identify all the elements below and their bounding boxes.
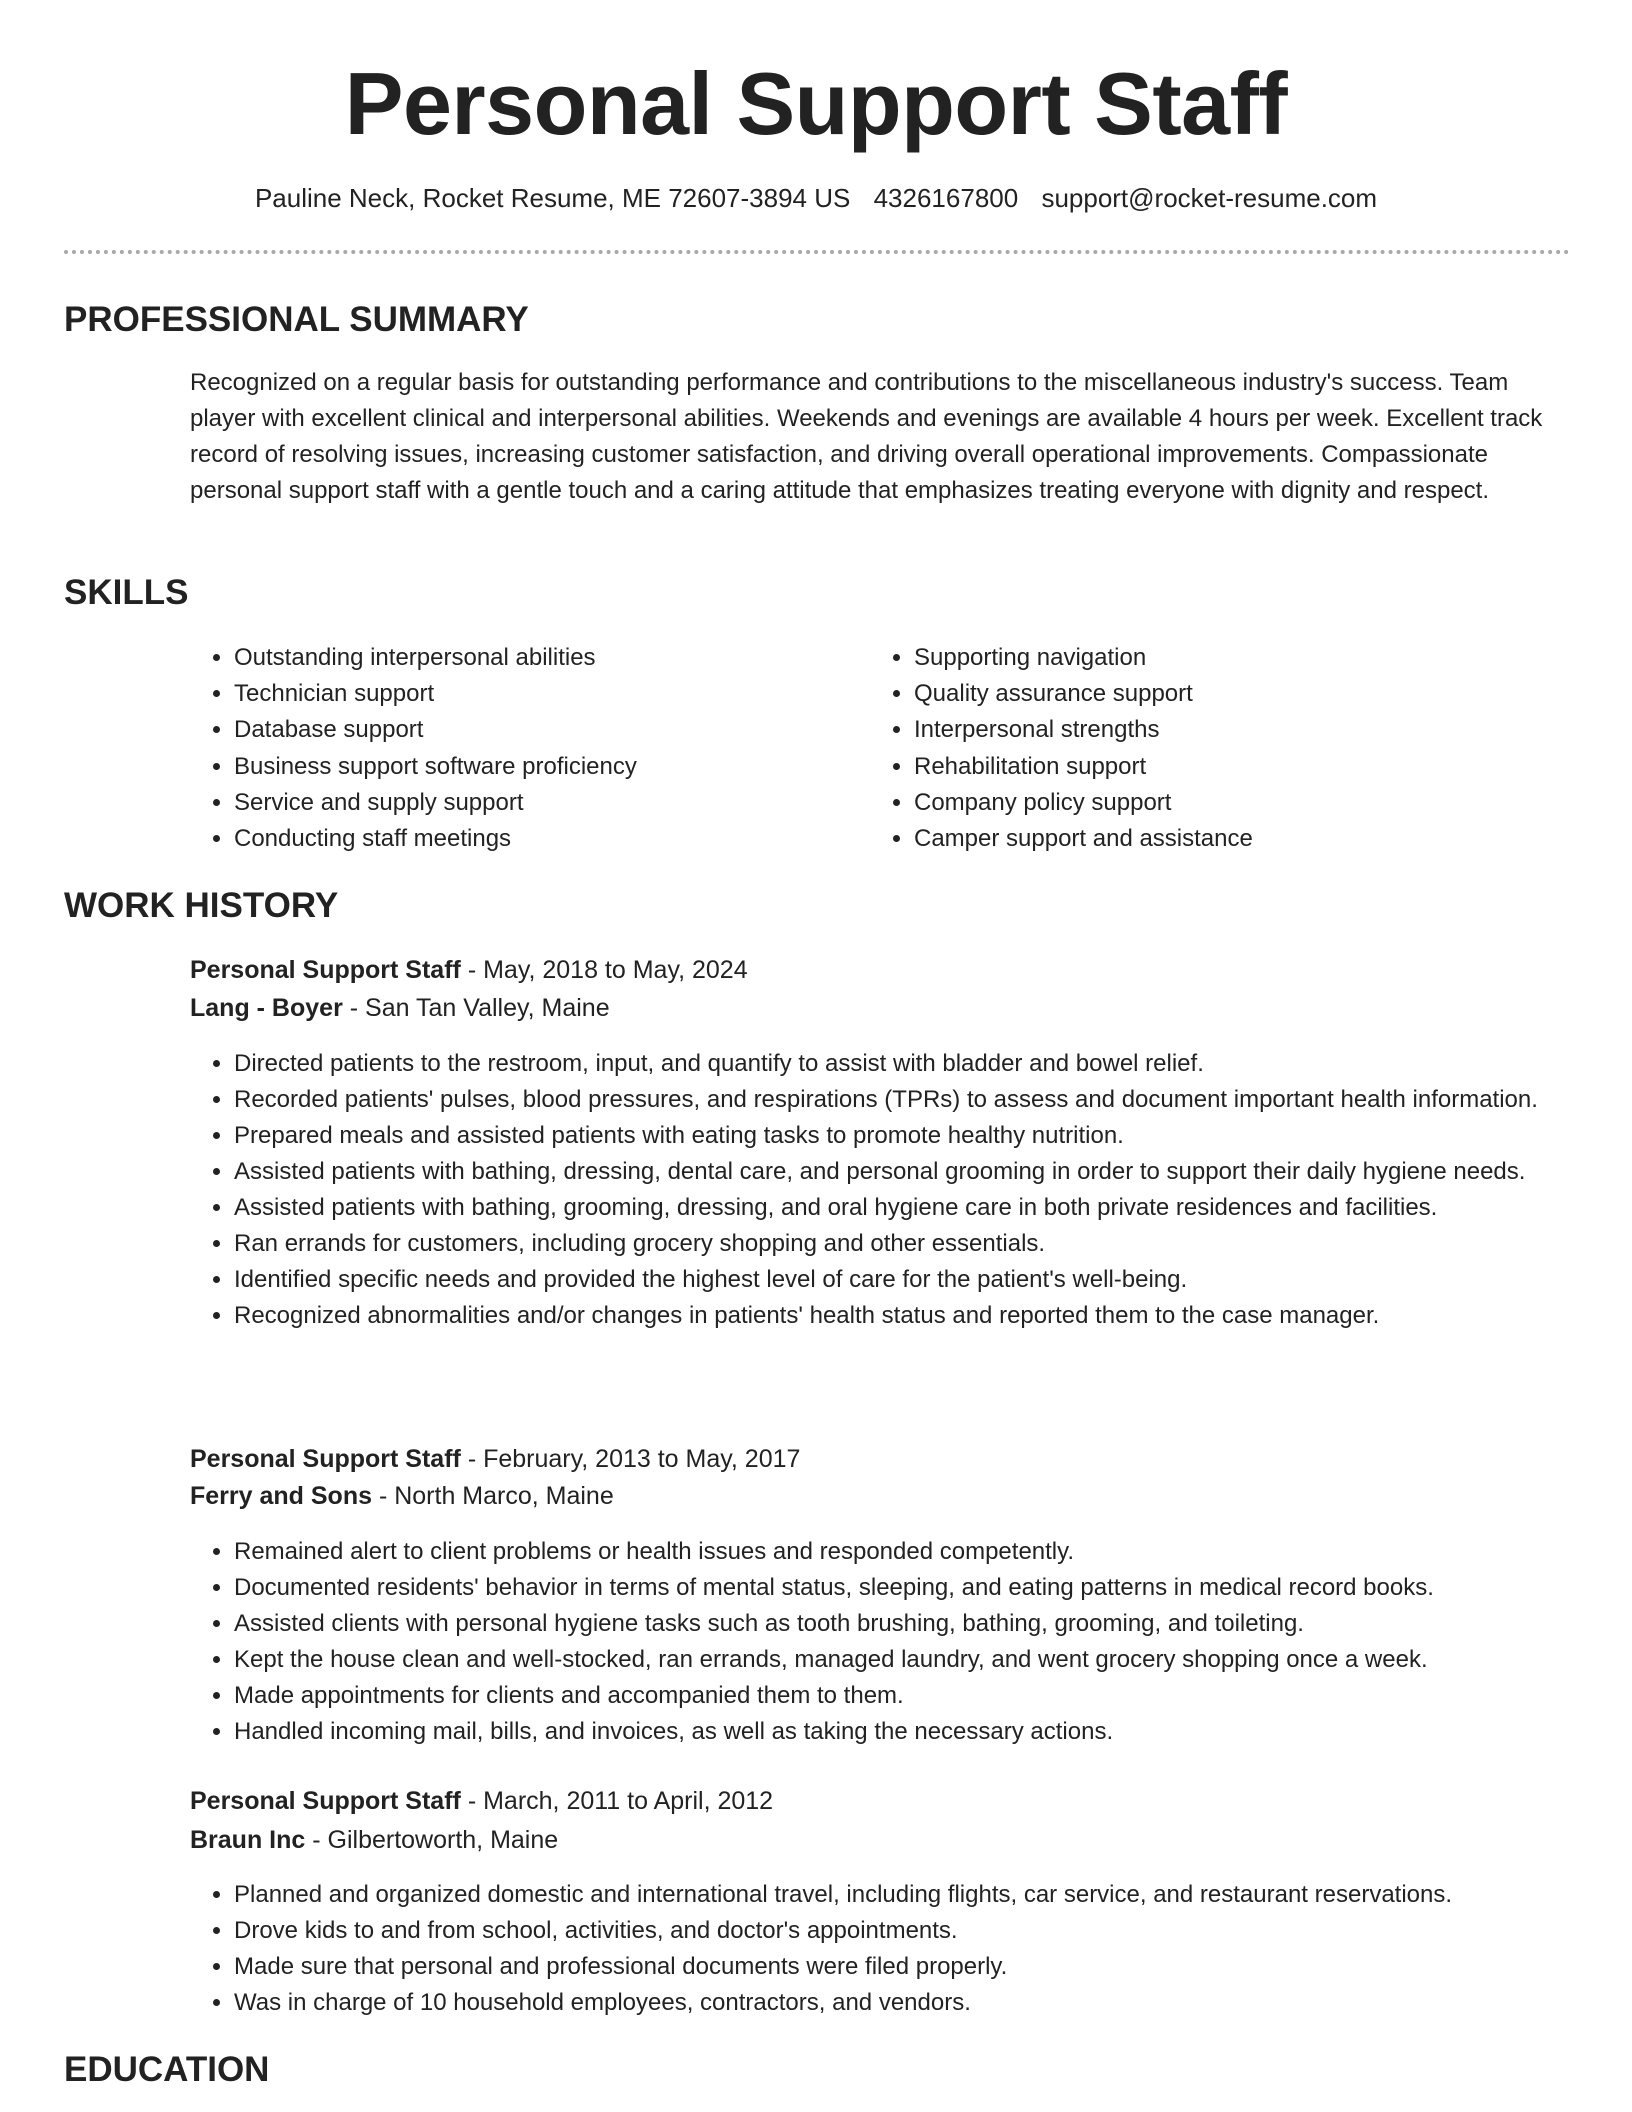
job-bullet: • Made appointments for clients and accompanied them to them. [234, 1678, 1614, 1714]
job-company-line [190, 1821, 558, 1859]
job-title: Personal Support Staff [190, 1787, 461, 1815]
skill-item: • Interpersonal strengths [914, 712, 1534, 748]
job-title-line [190, 951, 748, 989]
job-bullets [190, 1534, 1614, 1750]
job-location: - North Marco, Maine [372, 1482, 614, 1510]
header-divider [64, 250, 1570, 254]
resume-name: Personal Support Staff [344, 54, 1288, 153]
skill-item: • Database support [234, 712, 854, 748]
job-title: Personal Support Staff [190, 956, 461, 984]
skill-item: • Technician support [234, 676, 854, 712]
summary-text: Recognized on a regular basis for outstanding performance and contributions to the miscellaneous industry's success. Team player with excellent clinical and interpersonal abilities. Weekends and evenings are available 4 hours per week. Excellent track record of resolving issues, increasing customer satisfaction, and driving overall operational improvements. Compassionate personal support staff with a gentle touch and a caring attitude that emphasizes treating everyone with dignity and respect. [190, 369, 1543, 504]
section-title-summary: PROFESSIONAL SUMMARY [64, 300, 529, 339]
job-bullet: • Planned and organized domestic and international travel, including flights, car service, and restaurant reservations. [234, 1877, 1614, 1913]
skills-list-left [190, 640, 854, 857]
job-company: Ferry and Sons [190, 1482, 372, 1510]
job-bullet: • Recognized abnormalities and/or changes in patients' health status and reported them to the case manager. [234, 1298, 1614, 1334]
skill-item: • Company policy support [914, 785, 1534, 821]
job-dates: - March, 2011 to April, 2012 [460, 1787, 774, 1815]
job-bullets [190, 1877, 1614, 2021]
section-title-work-history: WORK HISTORY [64, 886, 339, 925]
job-dates: - May, 2018 to May, 2024 [460, 956, 748, 984]
skill-item: • Quality assurance support [914, 676, 1534, 712]
job-bullet: • Prepared meals and assisted patients with eating tasks to promote healthy nutrition. [234, 1118, 1614, 1154]
job-bullet: • Ran errands for customers, including grocery shopping and other essentials. [234, 1226, 1614, 1262]
job-location: - San Tan Valley, Maine [342, 994, 610, 1022]
job-company-line [190, 989, 610, 1027]
job-dates: - February, 2013 to May, 2017 [460, 1445, 801, 1473]
job-company-line [190, 1477, 614, 1515]
section-title-skills: SKILLS [64, 573, 189, 612]
job-bullet: • Made sure that personal and professional documents were filed properly. [234, 1949, 1614, 1985]
skill-item: • Outstanding interpersonal abilities [234, 640, 854, 676]
section-title-education: EDUCATION [64, 2050, 270, 2089]
job-bullets [190, 1046, 1614, 1334]
skill-item: • Supporting navigation [914, 640, 1534, 676]
contact-address: Pauline Neck, Rocket Resume, ME 72607-3894 US [254, 183, 851, 213]
job-location: - Gilbertoworth, Maine [305, 1826, 559, 1854]
skill-item: • Service and supply support [234, 785, 854, 821]
job-bullet: • Remained alert to client problems or health issues and responded competently. [234, 1534, 1614, 1570]
job-bullet: • Assisted patients with bathing, dressing, dental care, and personal grooming in order to support their daily hygiene needs. [234, 1154, 1614, 1190]
job-bullet: • Recorded patients' pulses, blood pressures, and respirations (TPRs) to assess and document important health information. [234, 1082, 1614, 1118]
skill-item: • Business support software proficiency [234, 749, 854, 785]
job-title-line [190, 1440, 800, 1478]
skills-list-right [870, 640, 1534, 857]
job-bullet: • Was in charge of 10 household employees, contractors, and vendors. [234, 1985, 1614, 2021]
job-title-line [190, 1782, 773, 1820]
skill-item: • Camper support and assistance [914, 821, 1534, 857]
skill-item: • Conducting staff meetings [234, 821, 854, 857]
job-bullet: • Kept the house clean and well-stocked, ran errands, managed laundry, and went grocery shopping once a week. [234, 1642, 1614, 1678]
job-company: Braun Inc [190, 1826, 306, 1854]
job-bullet: • Directed patients to the restroom, input, and quantify to assist with bladder and bowel relief. [234, 1046, 1614, 1082]
contact-line [0, 180, 1632, 216]
job-bullet: • Assisted clients with personal hygiene tasks such as tooth brushing, bathing, grooming, and toileting. [234, 1606, 1614, 1642]
job-bullet: • Documented residents' behavior in terms of mental status, sleeping, and eating patterns in medical record books. [234, 1570, 1614, 1606]
job-company: Lang - Boyer [190, 994, 343, 1022]
skill-item: • Rehabilitation support [914, 749, 1534, 785]
job-bullet: • Handled incoming mail, bills, and invoices, as well as taking the necessary actions. [234, 1714, 1614, 1750]
job-bullet: • Identified specific needs and provided the highest level of care for the patient's well-being. [234, 1262, 1614, 1298]
job-bullet: • Drove kids to and from school, activities, and doctor's appointments. [234, 1913, 1614, 1949]
contact-phone: 4326167800 [873, 183, 1019, 213]
contact-email: support@rocket-resume.com [1041, 183, 1378, 213]
job-title: Personal Support Staff [190, 1445, 461, 1473]
job-bullet: • Assisted patients with bathing, grooming, dressing, and oral hygiene care in both private residences and facilities. [234, 1190, 1614, 1226]
